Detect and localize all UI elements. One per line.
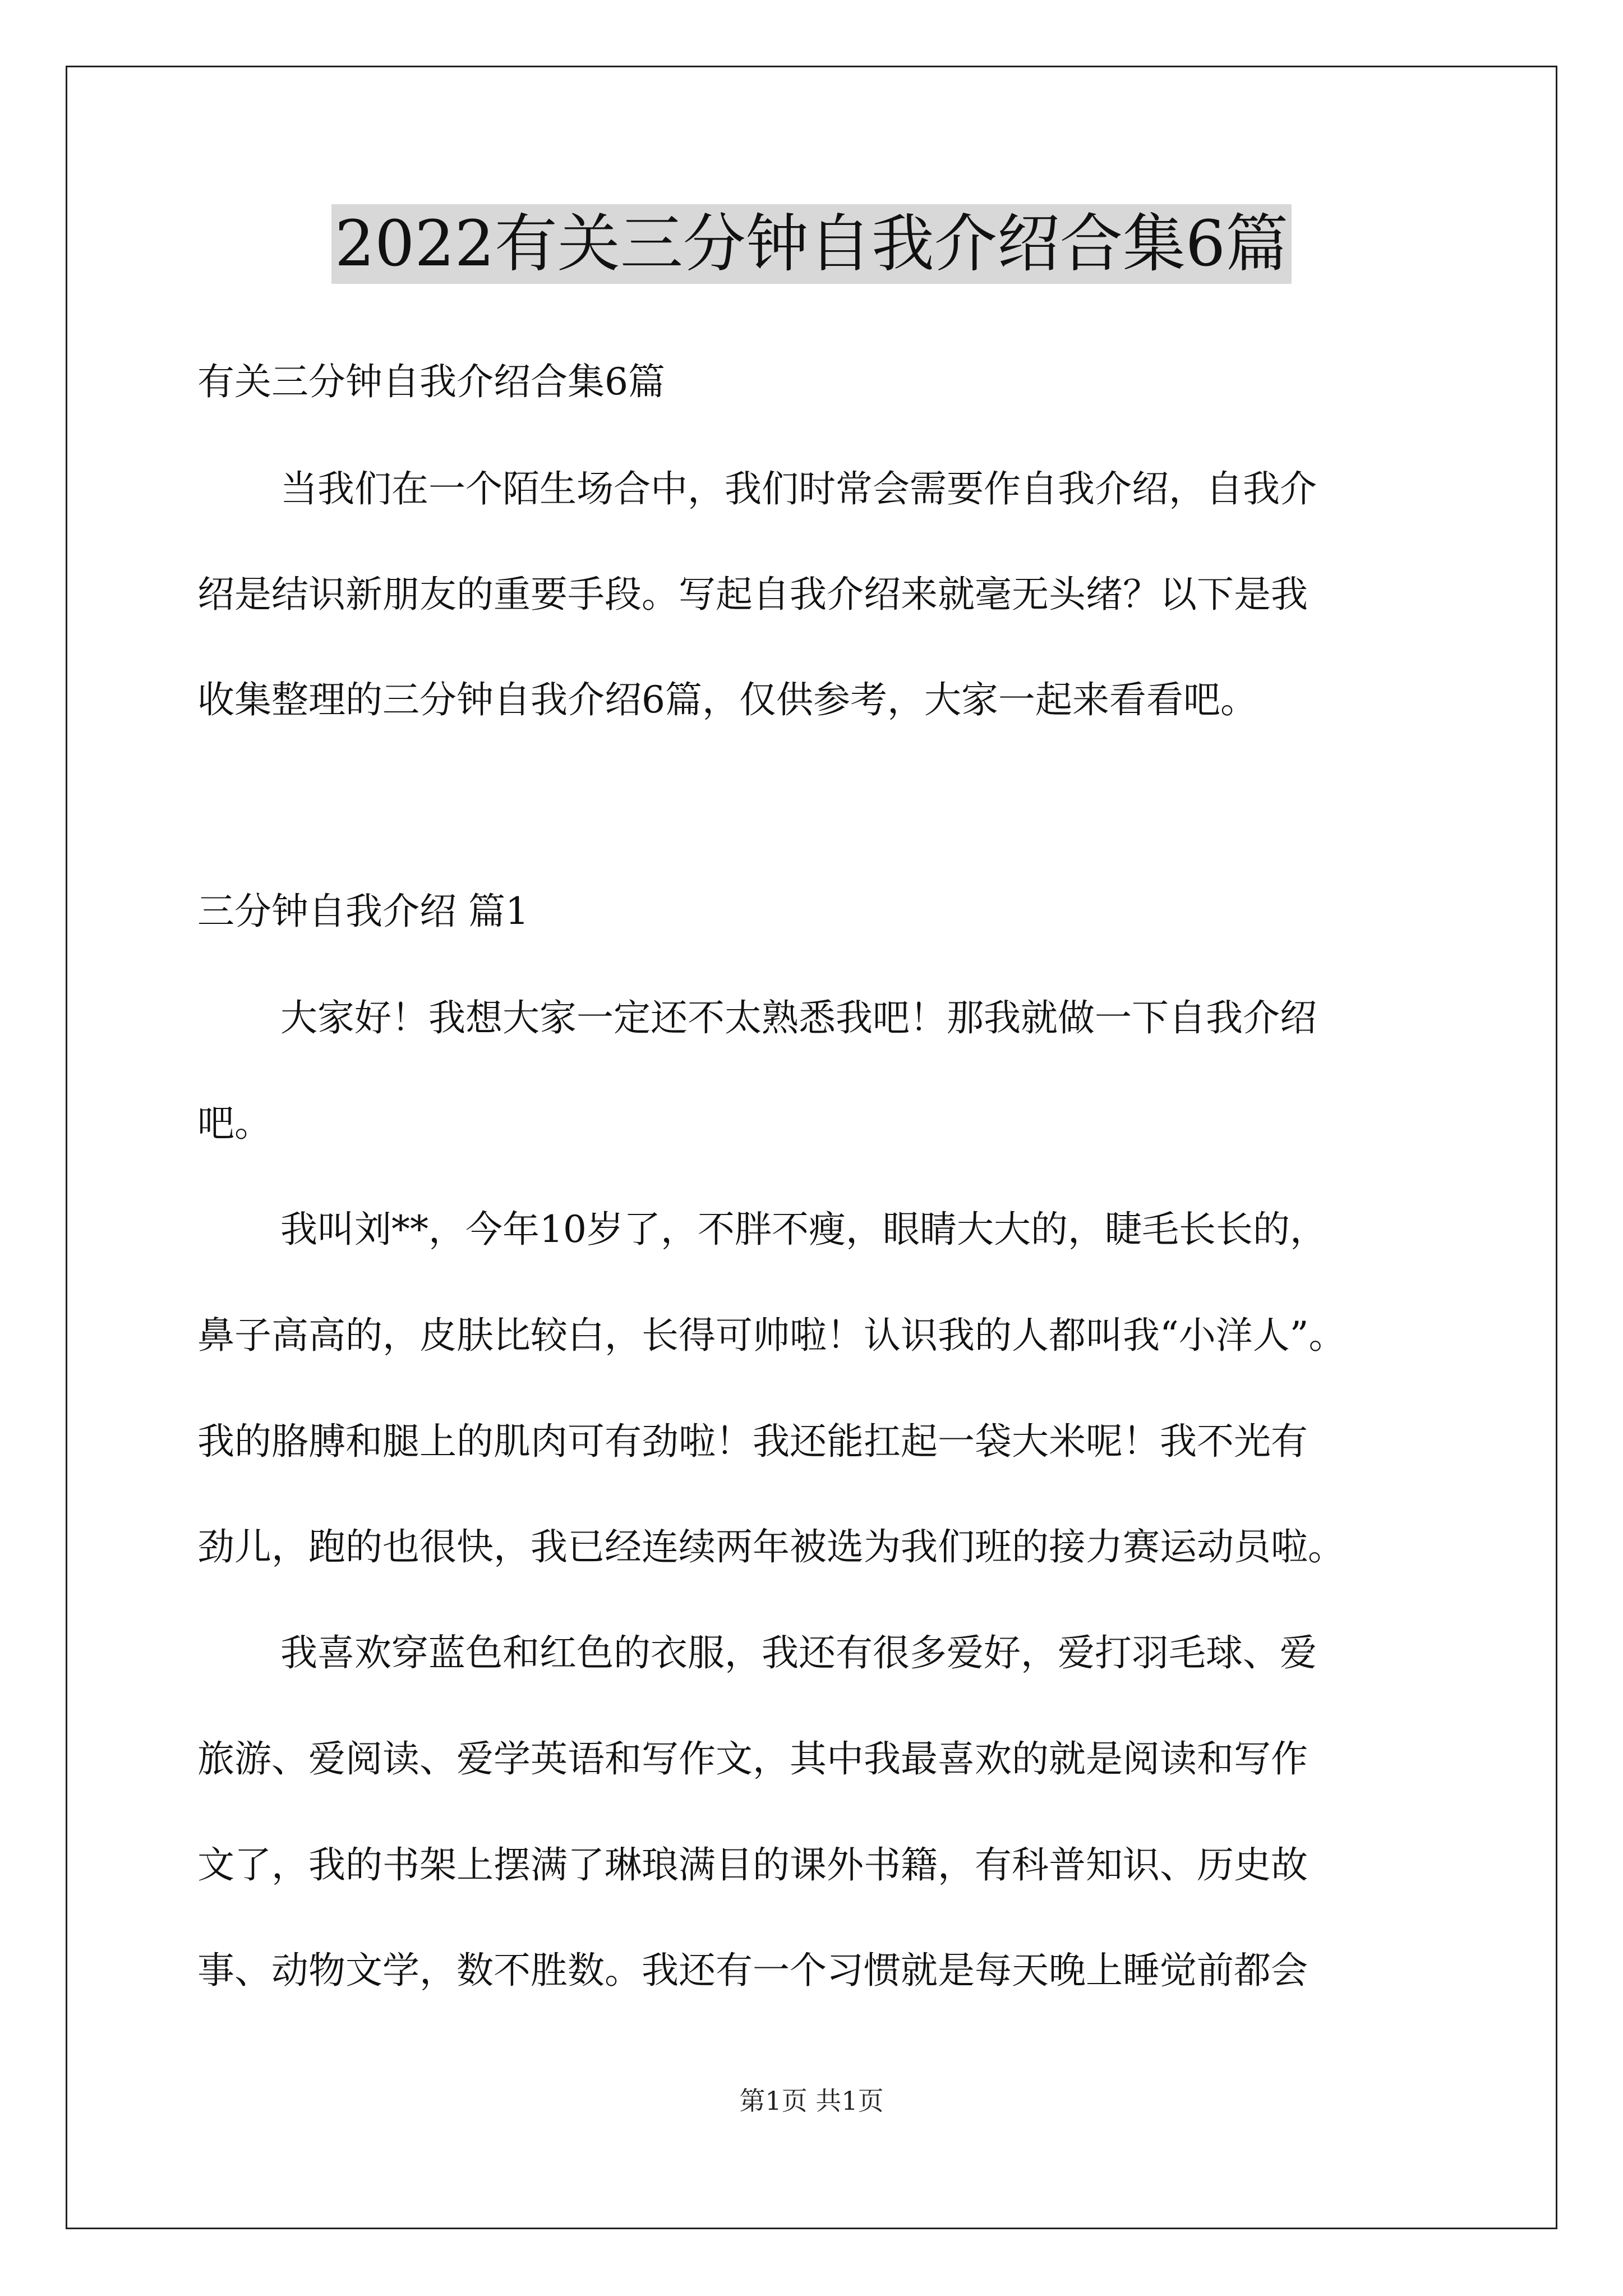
document-title-text: 2022有关三分钟自我介绍合集6篇: [331, 204, 1292, 284]
body-line: 我叫刘**，今年10岁了，不胖不瘦，眼睛大大的，睫毛长长的，: [280, 1208, 1327, 1251]
body-line: 文了，我的书架上摆满了琳琅满目的课外书籍，有科普知识、历史故: [197, 1843, 1308, 1887]
section-heading: 三分钟自我介绍 篇1: [197, 890, 529, 933]
body-line: 事、动物文学，数不胜数。我还有一个习惯就是每天晚上睡觉前都会: [197, 1949, 1308, 1992]
body-line: 鼻子高高的，皮肤比较白，长得可帅啦！认识我的人都叫我“小洋人”。: [197, 1314, 1346, 1357]
body-line: 旅游、爱阅读、爱学英语和写作文，其中我最喜欢的就是阅读和写作: [197, 1737, 1308, 1780]
intro-line: 绍是结识新朋友的重要手段。写起自我介绍来就毫无头绪？以下是我: [197, 573, 1308, 616]
intro-line: 当我们在一个陌生场合中，我们时常会需要作自我介绍，自我介: [280, 467, 1317, 510]
body-line: 我的胳膊和腿上的肌肉可有劲啦！我还能扛起一袋大米呢！我不光有: [197, 1420, 1308, 1463]
document-subtitle: 有关三分钟自我介绍合集6篇: [197, 360, 665, 403]
page-footer: 第1页 共1页: [739, 2086, 884, 2116]
body-line: 吧。: [197, 1102, 271, 1145]
body-line: 大家好！我想大家一定还不太熟悉我吧！那我就做一下自我介绍: [280, 996, 1317, 1039]
intro-line: 收集整理的三分钟自我介绍6篇，仅供参考，大家一起来看看吧。: [197, 678, 1257, 721]
body-line: 我喜欢穿蓝色和红色的衣服，我还有很多爱好，爱打羽毛球、爱: [280, 1631, 1317, 1674]
document-title: [0, 202, 1623, 286]
body-line: 劲儿，跑的也很快，我已经连续两年被选为我们班的接力赛运动员啦。: [197, 1525, 1345, 1568]
